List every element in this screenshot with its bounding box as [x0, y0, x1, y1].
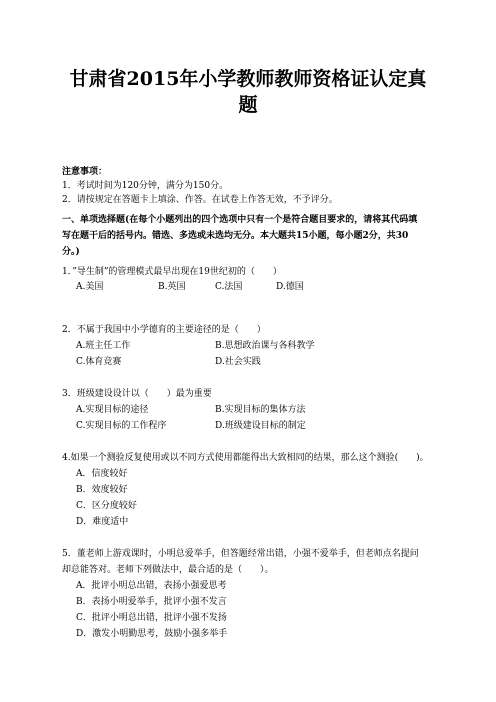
question-1-stem: 1．”导生制”的管理模式最早出现在19世纪初的（ ）	[62, 267, 282, 277]
document-title	[40, 66, 456, 118]
question-2-option-a: A.班主任工作	[76, 341, 131, 351]
notice-item-2: 2．请按规定在答题卡上填涂、作答。在试卷上作答无效，不予评分。	[62, 195, 338, 205]
section-instructions	[62, 212, 436, 260]
question-5-stem-line-1: 5．董老师上游戏课时，小明总爱举手，但答题经常出错，小强不爱举手，但老师点名提问	[62, 549, 419, 559]
question-2-option-c: C.体育竞赛	[76, 357, 122, 367]
question-1-option-d: D.德国	[276, 282, 304, 292]
notice-heading: 注意事项：	[62, 167, 108, 177]
question-1-option-b: B.英国	[158, 282, 186, 292]
notice-item-1: 1．考试时间为120分钟，满分为150分。	[62, 181, 229, 191]
question-3-stem: 3．班级建设设计以（ ）最为重要	[62, 389, 212, 399]
section-line-2: 写在题干后的括号内。错选、多选或未选均无分。本大题共15小题，每小题2分，共30	[62, 231, 409, 241]
question-1-option-c: C.法国	[215, 282, 243, 292]
question-2-option-d: D.社会实践	[215, 357, 261, 367]
question-3-option-a: A.实现目标的途径	[76, 405, 149, 415]
question-4-stem: 4.如果一个测验反复使用或以不同方式使用都能得出大致相同的结果，那么这个测验( )。	[62, 453, 429, 463]
question-3-option-d: D.班级建设目标的制定	[215, 421, 306, 431]
question-3-option-c: C.实现目标的工作程序	[76, 421, 167, 431]
question-5-option-d: D．激发小明勤思考，鼓励小强多举手	[76, 629, 228, 639]
title-line-1: 甘肃省2015年小学教师教师资格证认定真	[69, 68, 427, 90]
section-line-3: 分。)	[62, 247, 80, 257]
question-4-option-a: A．信度较好	[76, 469, 128, 479]
question-3-option-b: B.实现目标的集体方法	[215, 405, 306, 415]
question-2-stem: 2．不属于我国中小学德育的主要途径的是（ ）	[62, 325, 266, 335]
question-5-option-a: A．批评小明总出错，表扬小强爱思考	[76, 581, 227, 591]
section-line-1: 一、单项选择题(在每个小题列出的四个选项中只有一个是符合题目要求的，请将其代码填	[62, 215, 418, 225]
question-4-option-b: B．效度较好	[76, 485, 128, 495]
question-5-option-c: C．批评小明总出错，批评小强不发扬	[76, 613, 227, 623]
question-4-option-c: C．区分度较好	[76, 501, 137, 511]
question-2-option-b: B.思想政治课与各科教学	[215, 341, 315, 351]
question-1-option-a: A.美国	[76, 282, 104, 292]
question-5-option-b: B．表扬小明爱举手，批评小强不发言	[76, 597, 227, 607]
question-5-stem-line-2: 却总能答对。老师下列做法中，最合适的是（ ）。	[62, 565, 274, 575]
question-4-option-d: D．难度适中	[76, 517, 129, 527]
title-line-2: 题	[238, 94, 258, 116]
